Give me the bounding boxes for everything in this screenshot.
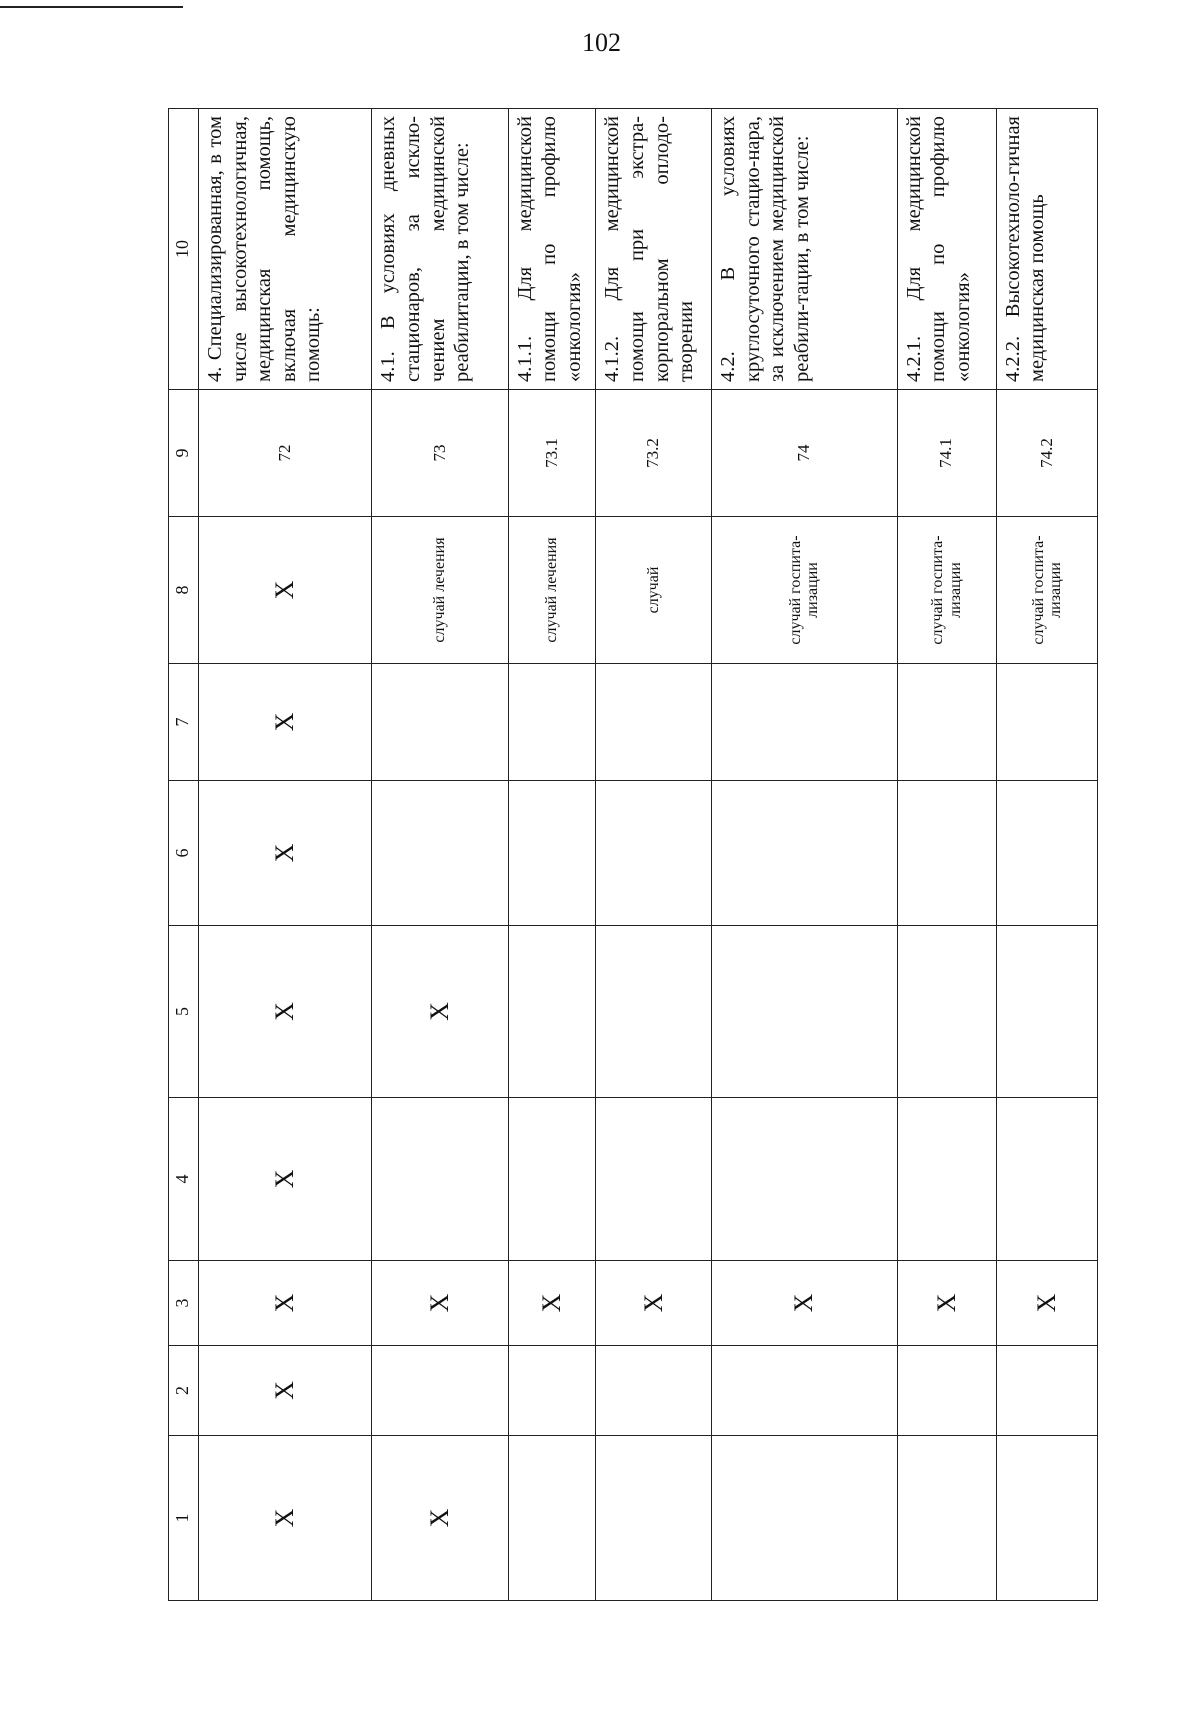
cell-col8: X (198, 1261, 371, 1346)
table-row (996, 109, 1097, 1601)
cell-col5 (508, 781, 596, 926)
cell-col4 (711, 664, 897, 781)
cell-col10: X (372, 1436, 508, 1601)
table-row (198, 109, 371, 1601)
column-header: 9 (169, 390, 199, 517)
cell-col6: X (372, 926, 508, 1098)
cell-col7 (711, 1098, 897, 1261)
cell-col10: X (198, 1436, 371, 1601)
cell-col9 (372, 1346, 508, 1436)
table-row (372, 109, 508, 1601)
page-number: 102 (582, 28, 621, 57)
cell-col5 (711, 781, 897, 926)
cell-col9 (596, 1346, 712, 1436)
cell-unit: случай лечения (372, 517, 508, 664)
cell-col7 (996, 1098, 1097, 1261)
cell-col6 (996, 926, 1097, 1098)
cell-code: 74 (711, 390, 897, 517)
cell-name: 4. Специализированная, в том числе высокотехнологичная, медицинская помощь, включая медицинскую помощь: (198, 109, 371, 390)
cell-code: 74.1 (897, 390, 996, 517)
cell-col7 (508, 1098, 596, 1261)
data-table (168, 108, 1098, 1601)
cell-col4: X (198, 664, 371, 781)
cell-col7 (897, 1098, 996, 1261)
column-header: 3 (169, 1261, 199, 1346)
table-row (596, 109, 712, 1601)
cell-col8: X (596, 1261, 712, 1346)
cell-col5 (596, 781, 712, 926)
cell-col9 (508, 1346, 596, 1436)
cell-code: 73.1 (508, 390, 596, 517)
column-header: 5 (169, 926, 199, 1098)
cell-code: 74.2 (996, 390, 1097, 517)
cell-col6: X (198, 926, 371, 1098)
cell-unit: случай госпита-лизации (711, 517, 897, 664)
cell-col9 (897, 1346, 996, 1436)
column-header: 1 (169, 1436, 199, 1601)
cell-name: 4.2.1. Для медицинской помощи по профилю «онкология» (897, 109, 996, 390)
cell-col6 (596, 926, 712, 1098)
cell-unit: случай (596, 517, 712, 664)
table-row (711, 109, 897, 1601)
cell-unit: случай госпита-лизации (996, 517, 1097, 664)
cell-col6 (897, 926, 996, 1098)
column-header: 10 (169, 109, 199, 390)
cell-name: 4.1. В условиях дневных стационаров, за исклю-чением медицинской реабилитации, в том числе: (372, 109, 508, 390)
cell-col10 (596, 1436, 712, 1601)
column-header: 6 (169, 781, 199, 926)
cell-col5 (897, 781, 996, 926)
cell-col8: X (711, 1261, 897, 1346)
cell-col4 (508, 664, 596, 781)
cell-col8: X (372, 1261, 508, 1346)
cell-col4 (996, 664, 1097, 781)
cell-col5 (372, 781, 508, 926)
column-header: 2 (169, 1346, 199, 1436)
cell-col8: X (897, 1261, 996, 1346)
cell-col8: X (508, 1261, 596, 1346)
cell-col9 (996, 1346, 1097, 1436)
cell-col4 (596, 664, 712, 781)
cell-col10 (897, 1436, 996, 1601)
cell-col7: X (198, 1098, 371, 1261)
table-row (897, 109, 996, 1601)
cell-code: 73 (372, 390, 508, 517)
cell-code: 72 (198, 390, 371, 517)
cell-col4 (897, 664, 996, 781)
column-header: 8 (169, 517, 199, 664)
cell-name: 4.2. В условиях круглосуточного стацио-нара, за исключением медицинской реабили-тации, в том числе: (711, 109, 897, 390)
cell-col8: X (996, 1261, 1097, 1346)
cell-name: 4.2.2. Высокотехноло-гичная медицинская помощь (996, 109, 1097, 390)
column-header: 7 (169, 664, 199, 781)
cell-col4 (372, 664, 508, 781)
cell-col5 (996, 781, 1097, 926)
cell-code: 73.2 (596, 390, 712, 517)
cell-col7 (596, 1098, 712, 1261)
cell-unit: X (198, 517, 371, 664)
cell-unit: случай лечения (508, 517, 596, 664)
cell-unit: случай госпита-лизации (897, 517, 996, 664)
cell-col10 (996, 1436, 1097, 1601)
table-wrapper (168, 109, 1098, 1601)
cell-col10 (508, 1436, 596, 1601)
cell-col9 (711, 1346, 897, 1436)
table-row (508, 109, 596, 1601)
cell-col6 (711, 926, 897, 1098)
cell-col7 (372, 1098, 508, 1261)
cell-col5: X (198, 781, 371, 926)
cell-name: 4.1.2. Для медицинской помощи при экстра-корпоральном оплодо-творении (596, 109, 712, 390)
column-header: 4 (169, 1098, 199, 1261)
header-row (169, 109, 199, 1601)
cell-name: 4.1.1. Для медицинской помощи по профилю «онкология» (508, 109, 596, 390)
cell-col9: X (198, 1346, 371, 1436)
cell-col10 (711, 1436, 897, 1601)
cell-col6 (508, 926, 596, 1098)
top-rule (0, 6, 183, 8)
